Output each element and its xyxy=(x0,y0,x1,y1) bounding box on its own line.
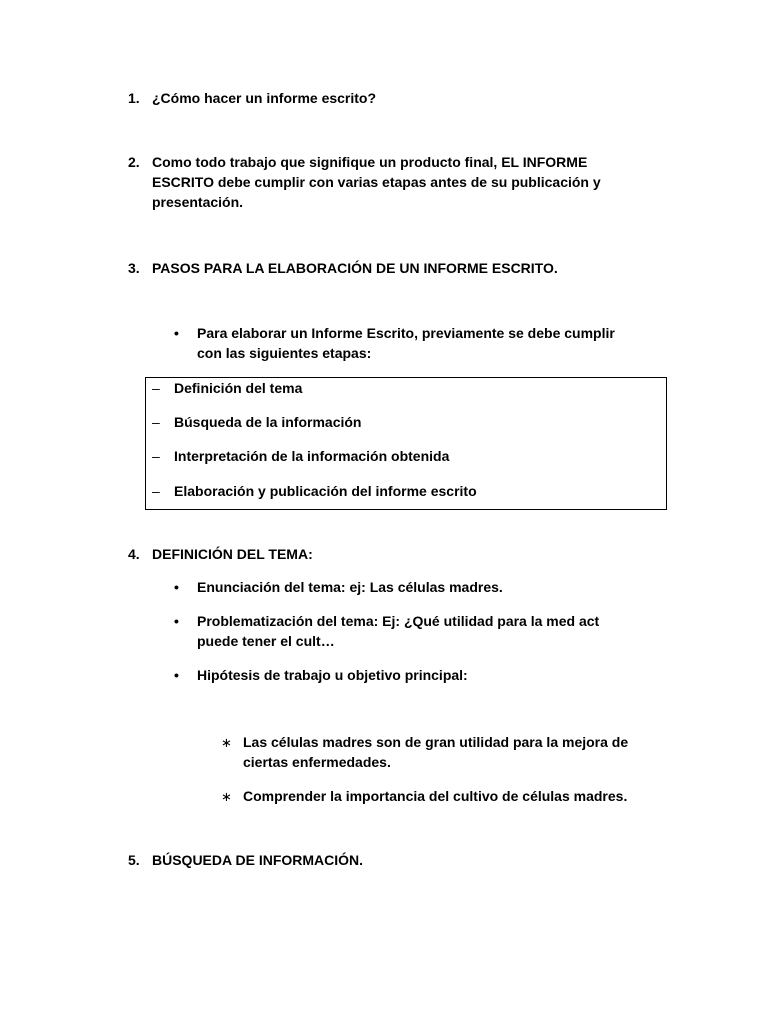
section-4-bullet xyxy=(197,577,503,597)
dash-icon: – xyxy=(152,380,160,396)
section-1-heading: ¿Cómo hacer un informe escrito? xyxy=(152,90,377,106)
bullet-line: Enunciación del tema: ej: Las células madres. xyxy=(197,579,503,595)
bullet-icon: • xyxy=(174,667,179,683)
section-3-number: 3. xyxy=(128,260,140,276)
section-4-number: 4. xyxy=(128,546,140,562)
stage-item: Definición del tema xyxy=(174,380,303,396)
asterisk-icon: ∗ xyxy=(221,789,232,804)
section-4-heading: DEFINICIÓN DEL TEMA: xyxy=(152,546,313,562)
section-3-bullet-text xyxy=(197,323,615,363)
section-3-heading: PASOS PARA LA ELABORACIÓN DE UN INFORME ESCRITO. xyxy=(152,260,558,276)
section-2-line: Como todo trabajo que signifique un producto final, EL INFORME xyxy=(152,154,588,170)
bullet-icon: • xyxy=(174,579,179,595)
objective-item xyxy=(243,732,628,772)
objective-line: Las células madres son de gran utilidad para la mejora de xyxy=(243,734,629,750)
asterisk-icon: ∗ xyxy=(221,735,232,750)
stage-item: Búsqueda de la información xyxy=(174,414,362,430)
objective-line: Comprender la importancia del cultivo de células madres. xyxy=(243,788,628,804)
section-4-bullet xyxy=(197,611,599,651)
bullet-line: Para elaborar un Informe Escrito, previamente se debe cumplir xyxy=(197,325,615,341)
bullet-line: Hipótesis de trabajo u objetivo principal: xyxy=(197,667,468,683)
section-5-heading: BÚSQUEDA DE INFORMACIÓN. xyxy=(152,852,364,868)
bullet-icon: • xyxy=(174,613,179,629)
bullet-line: con las siguientes etapas: xyxy=(197,345,372,361)
objective-line: ciertas enfermedades. xyxy=(243,754,391,770)
dash-icon: – xyxy=(152,414,160,430)
objective-item xyxy=(243,786,627,806)
dash-icon: – xyxy=(152,483,160,499)
section-2-number: 2. xyxy=(128,154,140,170)
section-5-number: 5. xyxy=(128,852,140,868)
section-1-number: 1. xyxy=(128,90,140,106)
bullet-icon: • xyxy=(174,325,179,341)
bullet-line: Problematización del tema: Ej: ¿Qué utilidad para la med act xyxy=(197,613,600,629)
stage-item: Interpretación de la información obtenida xyxy=(174,448,450,464)
stage-item: Elaboración y publicación del informe escrito xyxy=(174,483,477,499)
dash-icon: – xyxy=(152,448,160,464)
section-2-line: presentación. xyxy=(152,194,244,210)
section-2-paragraph xyxy=(152,152,601,212)
section-4-bullet xyxy=(197,665,468,685)
section-2-line: ESCRITO debe cumplir con varias etapas antes de su publicación y xyxy=(152,174,601,190)
bullet-line: puede tener el cult… xyxy=(197,633,335,649)
